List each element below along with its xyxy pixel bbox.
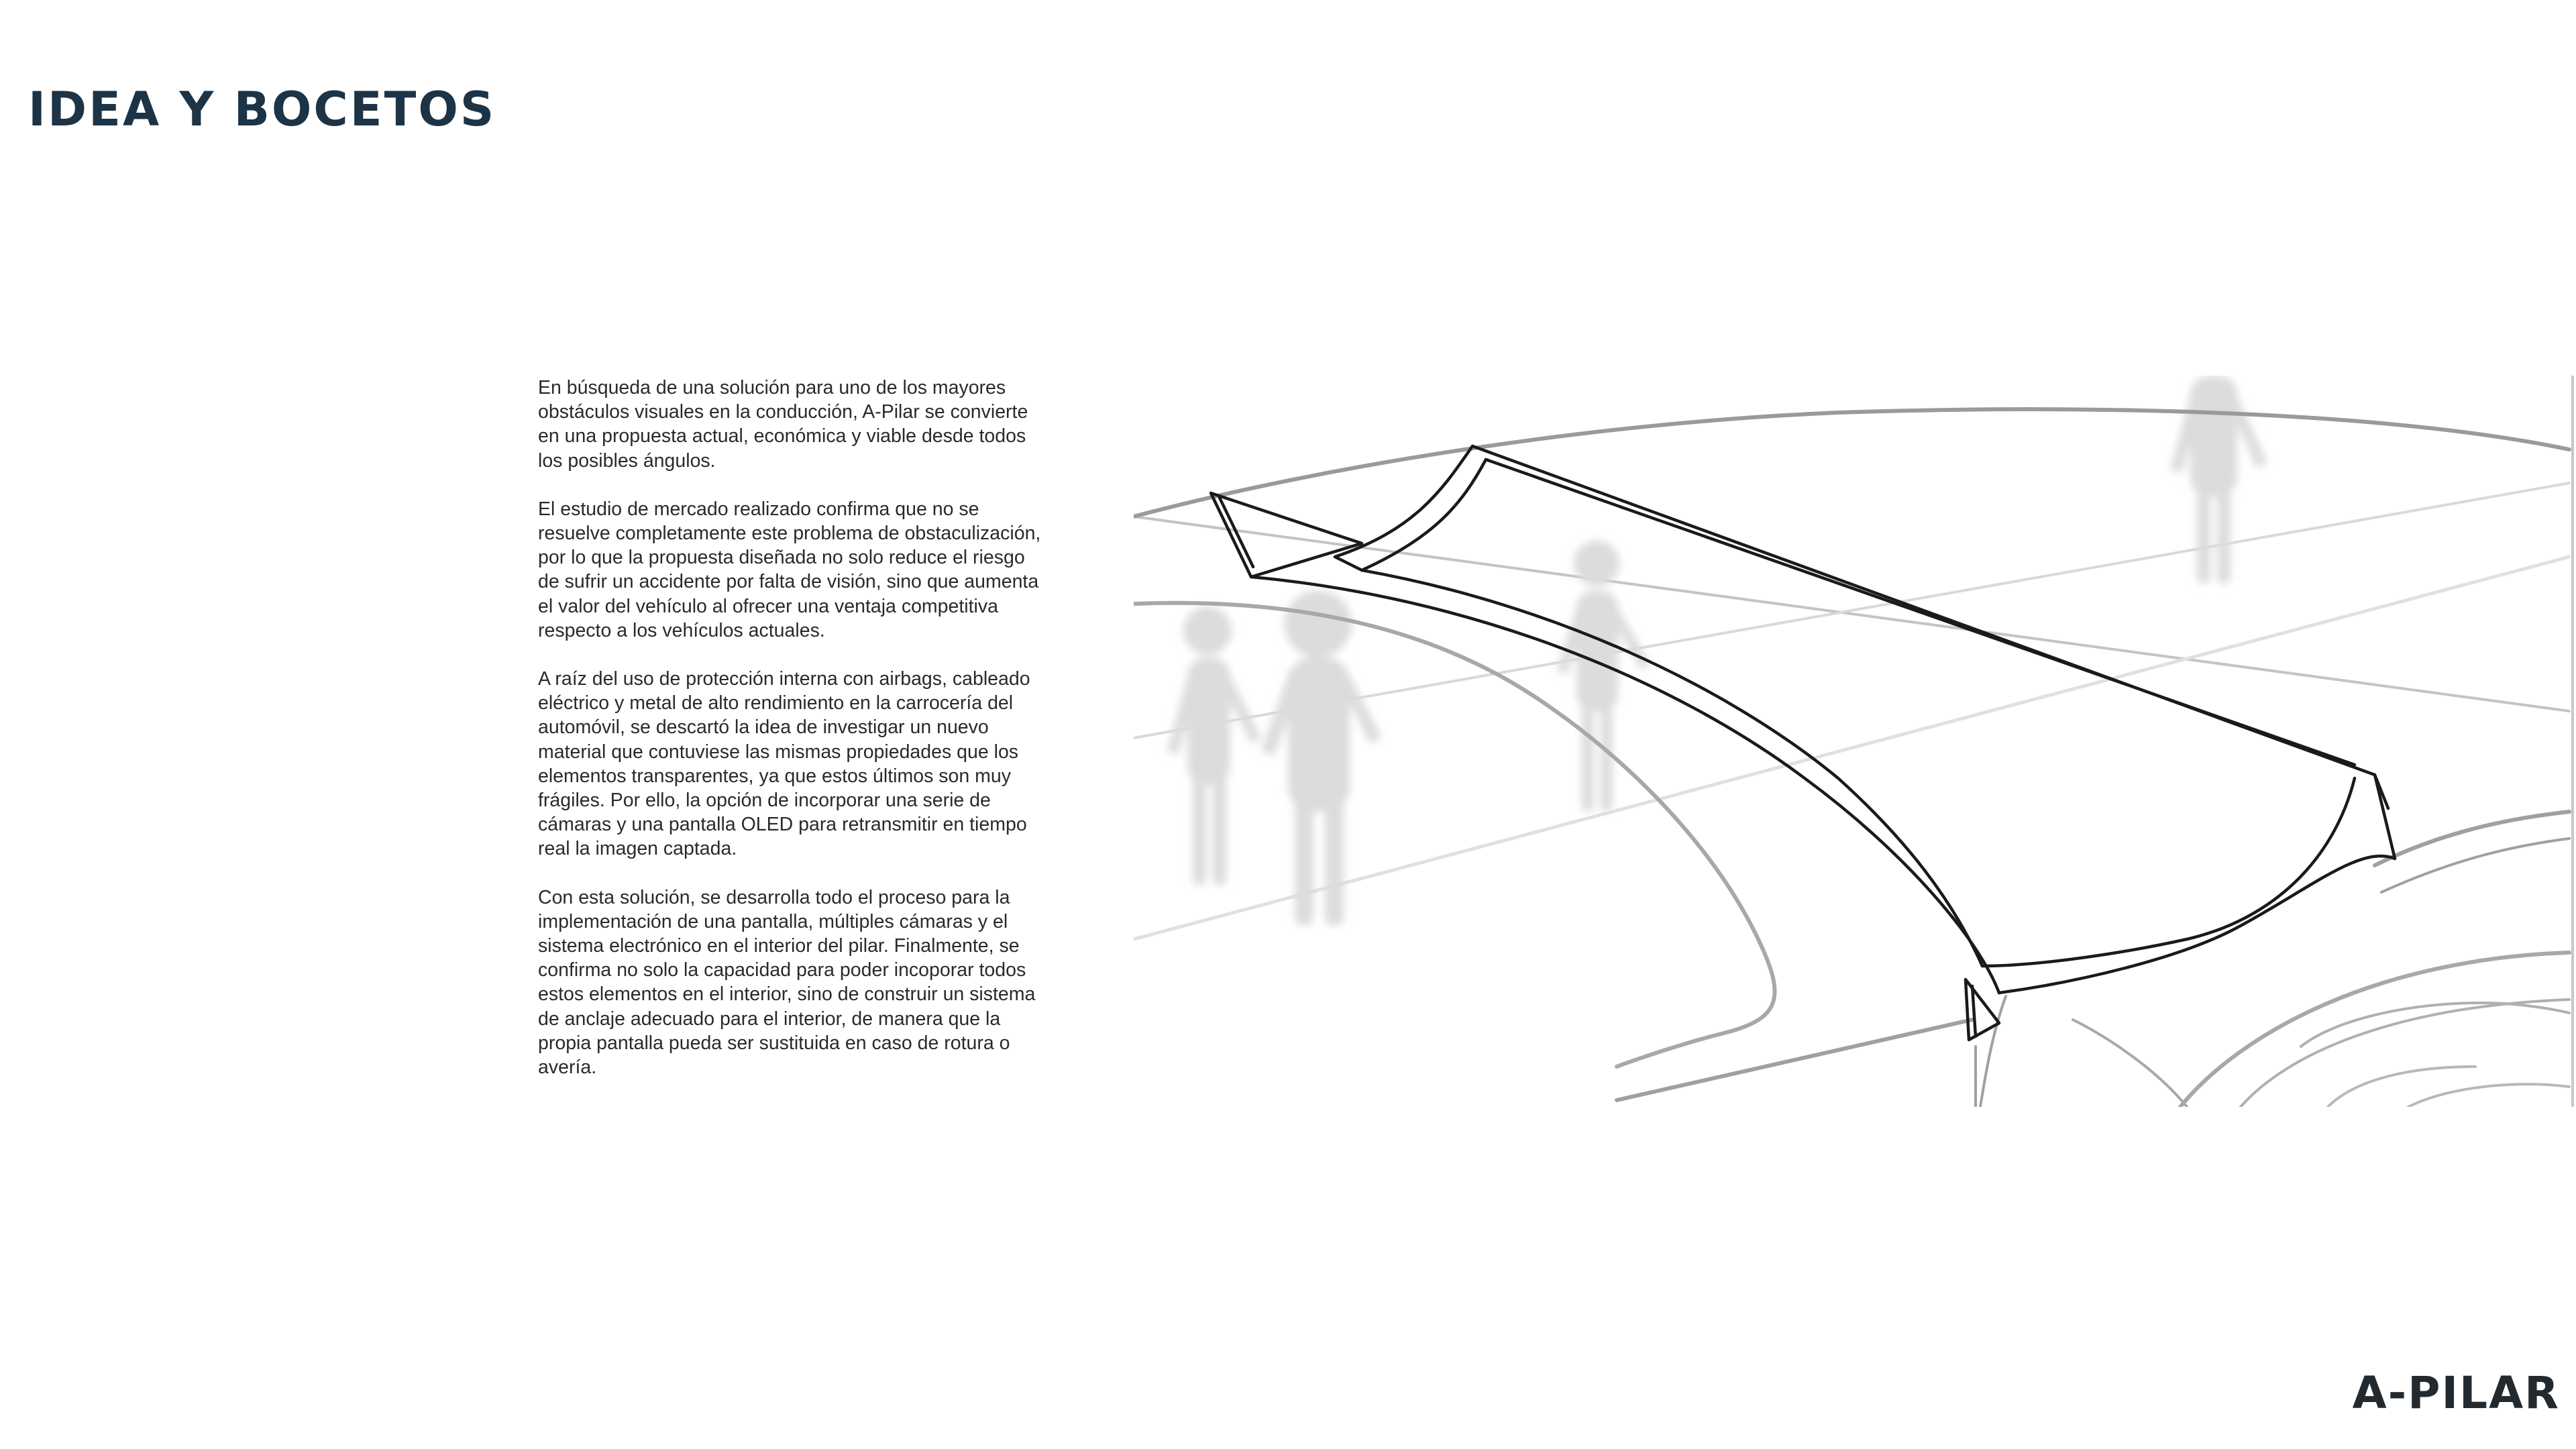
- paragraph-1: En búsqueda de una solución para uno de los mayores obstáculos visuales en la conducción, A-Pilar se convierte en una propuesta actual, económica y viable desde todos los posibles ángulos.: [538, 377, 1028, 472]
- pedestrian-figure: [1556, 541, 1650, 812]
- paragraph-2: El estudio de mercado realizado confirma que no se resuelve completamente este problema de obstaculización, por lo que la propuesta diseñada no solo reduce el riesgo de sufrir un accidente por falta de visión, sino que aumenta el valor del vehículo al ofrecer una ventaja competitiva respecto a los vehículos actuales.: [538, 498, 1041, 641]
- pedestrian-silhouettes: [1167, 376, 2267, 926]
- a-pillar-sketch: [1134, 376, 2576, 1107]
- paragraph-3: A raíz del uso de protección interna con airbags, cableado eléctrico y metal de alto rendimiento en la carrocería del automóvil, se descartó la idea de investigar un nuevo material que contuviese las mismas propiedades que los elementos transparentes, ya que estos últimos son muy frágiles. Por ello, la opción de incorporar una serie de cámaras y una pantalla OLED para retransmitir en tiempo real la imagen captada.: [538, 668, 1030, 860]
- pedestrian-figure: [1167, 606, 1261, 885]
- page-title: IDEA Y BOCETOS: [28, 82, 496, 137]
- paragraph-4: Con esta solución, se desarrolla todo el proceso para la implementación de una pantalla, múltiples cámaras y el sistema electrónico en el interior del pilar. Finalmente, se confirma no solo la capacidad para poder incoporar todos estos elementos en el interior, sino de construir un sistema de anclaje adecuado para el interior, de manera que la propia pantalla pueda ser sustituida en caso de rotura o avería.: [538, 886, 1036, 1079]
- body-text: [538, 376, 1048, 1104]
- brand-logo-text: A-PILAR: [2352, 1367, 2560, 1419]
- pedestrian-figure: [1261, 590, 1382, 926]
